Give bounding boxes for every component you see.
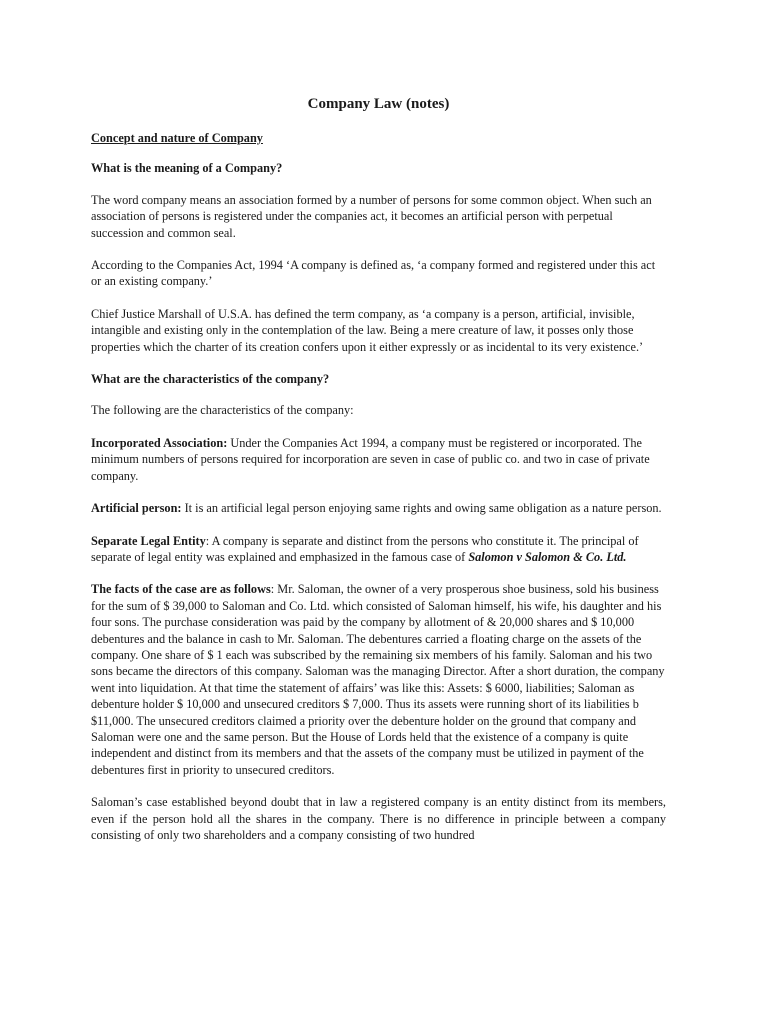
paragraph-facts (91, 581, 666, 778)
paragraph-salomans-case: Saloman’s case established beyond doubt that in law a registered company is an entity distinct from its members, even if the person hold all the shares in the company. There is no difference in principle between a company consisting of only two shareholders and a company consisting of two hundred (91, 795, 666, 842)
paragraph-artificial (91, 500, 666, 516)
paragraph-marshall: Chief Justice Marshall of U.S.A. has defined the term company, as ‘a company is a person, artificial, invisible, intangible and existing only in the contemplation of the law. Being a mere creature of law, it posses only those properties which the charter of its creation confers upon it either expressly or as incidental to its very existence.’ (91, 306, 644, 354)
incorporated-label: Incorporated Association: (91, 435, 228, 450)
facts-text: : Mr. Saloman, the owner of a very prosperous shoe business, sold his business for the sum of $ 39,000 to Saloman and Co. Ltd. which consisted of Saloman himself, his wife, his daughter and his four sons. The purchase consideration was paid by the company by allotment of & 20,000 shares and $ 10,000 debentures and the balance in cash to Mr. Saloman. The debentures carried a floating charge on the assets of the company. One share of $ 1 each was subscribed by the remaining six members of his family. Saloman and his two sons became the directors of this company. Saloman was the managing Director. After a short duration, the company went into liquidation. At that time the statement of affairs’ was like this: Assets: $ 6000, liabilities; Saloman as debenture holder $ 10,000 and unsecured creditors $ 7,000. Thus its assets were running short of its liabilities b $11,000. The unsecured creditors claimed a priority over the debenture holder on the ground that company and Saloman were one and the same person. But the House of Lords held that the existence of a company is quite independent and distinct from its members and that the assets of the company must be utilized in payment of the debentures first in priority to unsecured creditors. (91, 582, 665, 777)
paragraph-definition: The word company means an association formed by a number of persons for some common object. When such an association of persons is registered under the companies act, it becomes an artificial person with perpetual succession and common seal. (91, 192, 652, 240)
question-meaning: What is the meaning of a Company? (91, 161, 283, 176)
artificial-label: Artificial person: (91, 501, 182, 516)
paragraph-separate (91, 533, 666, 566)
paragraph-following: The following are the characteristics of the company: (91, 403, 354, 418)
paragraph-incorporated (91, 435, 666, 484)
artificial-text: It is an artificial legal person enjoying same rights and owing same obligation as a nature person. (181, 501, 662, 516)
section-heading: Concept and nature of Company (91, 131, 263, 145)
paragraph-companies-act: According to the Companies Act, 1994 ‘A company is defined as, ‘a company formed and registered under this act or an existing company.’ (91, 258, 656, 289)
document-title: Company Law (notes) (307, 96, 450, 112)
incorporated-text: Under the Companies Act 1994, a company must be registered or incorporated. The minimum numbers of persons required for incorporation are seven in case of public co. and two in case of private company. (91, 435, 650, 483)
separate-text: : A company is separate and distinct from the persons who constitute it. The principal of separate of legal entity was explained and emphasized in the famous case of (91, 533, 639, 564)
separate-label: Separate Legal Entity (91, 533, 206, 548)
facts-label: The facts of the case are as follows (91, 582, 271, 597)
case-name: Salomon v Salomon & Co. Ltd. (468, 549, 627, 564)
question-characteristics: What are the characteristics of the company? (91, 372, 330, 387)
document-page (91, 95, 666, 859)
